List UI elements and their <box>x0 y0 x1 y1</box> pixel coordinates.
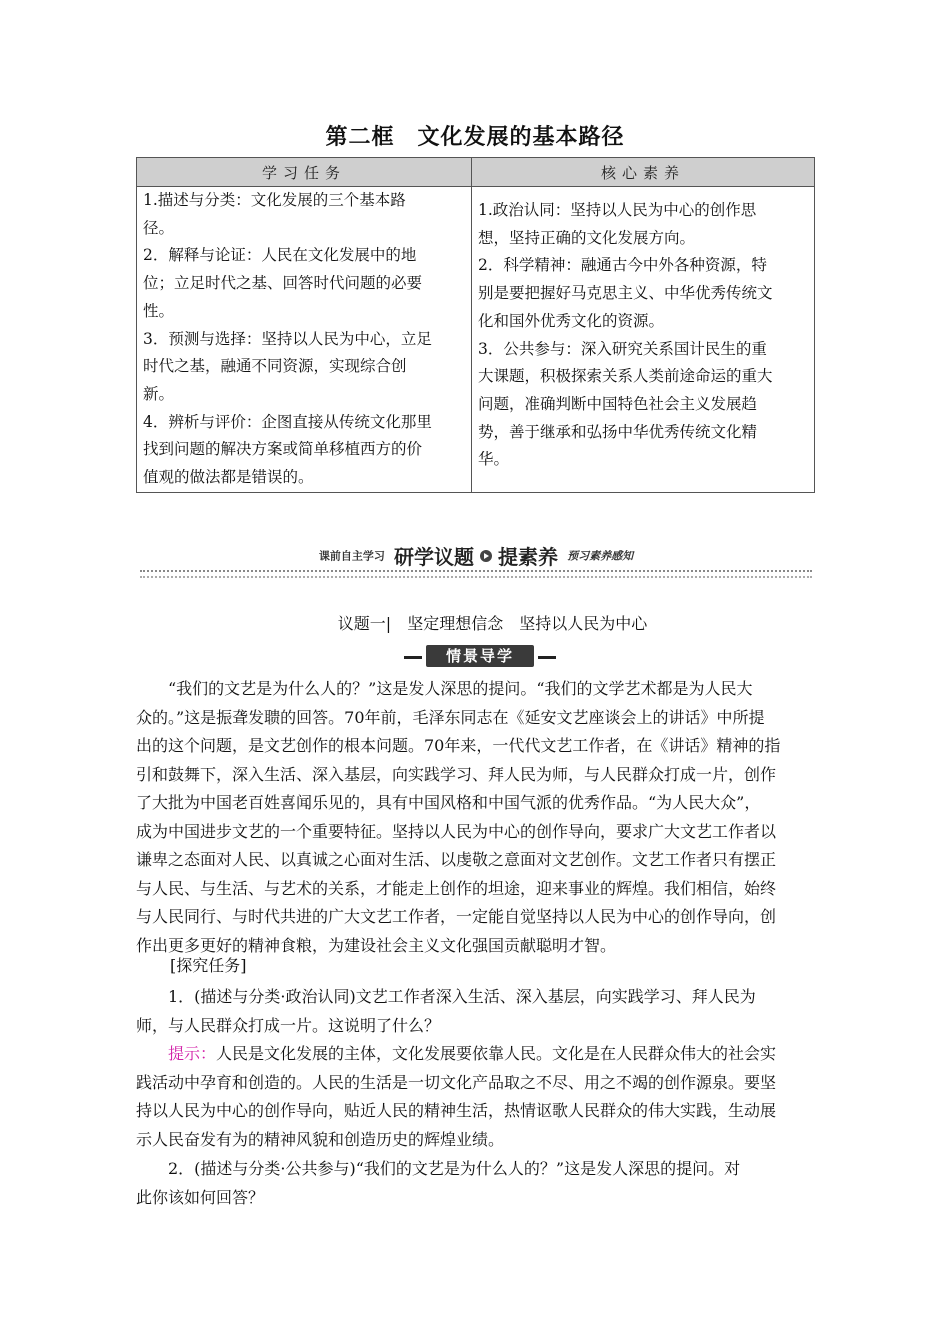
table-line: 2．科学精神：融通古今中外各种资源，特 <box>478 256 767 275</box>
table-line: 时代之基，融通不同资源，实现综合创 <box>143 357 407 376</box>
table-line: 值观的做法都是错误的。 <box>143 468 314 487</box>
learning-tasks-cell <box>137 187 472 493</box>
paragraph-line: 与人民、与生活、与艺术的关系，才能走上创作的坦途，迎来事业的辉煌。我们相信，始终 <box>136 878 777 898</box>
hint-line: 持以人民为中心的创作导向，贴近人民的精神生活，热情讴歌人民群众的伟大实践，生动展 <box>136 1101 777 1120</box>
table-line: 问题，准确判断中国特色社会主义发展趋 <box>478 394 758 413</box>
tasks-label: [探究任务] <box>170 956 247 975</box>
table-line: 3．预测与选择：坚持以人民为中心，立足 <box>143 329 432 348</box>
hint-line: 示人民奋发有为的精神风貌和创造历史的辉煌业绩。 <box>136 1129 505 1149</box>
table-line: 位；立足时代之基、回答时代问题的必要 <box>143 274 423 293</box>
paragraph-line: 谦卑之态面对人民、以真诚之心面对生活、以虔敬之意面对文艺创作。文艺工作者只有摆正 <box>136 850 777 869</box>
page-title: 第二框 文化发展的基本路径 <box>325 125 625 150</box>
table-line: 别是要把握好马克思主义、中华优秀传统文 <box>478 284 773 303</box>
paragraph-line: 出的这个问题，是文艺创作的根本问题。70年来，一代代文艺工作者，在《讲话》精神的指 <box>136 736 781 755</box>
hint-line: 人民是文化发展的主体，文化发展要依靠人民。文化是在人民群众伟大的社会实 <box>216 1044 777 1063</box>
section-banner <box>140 541 812 577</box>
question-1 <box>136 983 816 1040</box>
hint-line: 践活动中孕育和创造的。人民的生活是一切文化产品取之不尽、用之不竭的创作源泉。要坚 <box>136 1072 777 1092</box>
table-line: 新。 <box>143 384 175 403</box>
question-line: 2．(描述与分类·公共参与)“我们的文艺是为什么人的？”这是发人深思的提问。对 <box>168 1159 741 1178</box>
tag-bar-right <box>538 656 556 659</box>
table-line: 径。 <box>143 218 175 237</box>
banner-left-label: 课前自主学习 <box>318 549 385 563</box>
paragraph-line: 成为中国进步文艺的一个重要特征。坚持以人民为中心的创作导向，要求广大文艺工作者以 <box>136 821 777 841</box>
table-line: 3．公共参与：深入研究关系国计民生的重 <box>478 339 767 358</box>
banner-right-label: 预习素养感知 <box>567 549 634 563</box>
table-line: 2．解释与论证：人民在文化发展中的地 <box>143 246 417 265</box>
table-line: 势，善于继承和弘扬中华优秀传统文化精 <box>478 422 758 441</box>
table-line: 化和国外优秀文化的资源。 <box>478 311 665 330</box>
section-tag <box>404 645 556 669</box>
arrow-right-icon <box>480 550 492 562</box>
paragraph-line: 与人民同行、与时代共进的广大文艺工作者，一定能自觉坚持以人民为中心的创作导向，创 <box>136 907 777 926</box>
table-row <box>137 187 815 493</box>
hint-block <box>136 1040 816 1154</box>
paragraph-line: “我们的文艺是为什么人的？”这是发人深思的提问。“我们的文学艺术都是为人民大 <box>168 679 753 698</box>
table-line: 1.政治认同：坚持以人民为中心的创作思 <box>478 201 757 219</box>
paragraph-line: 众的。”这是振聋发聩的回答。70年前，毛泽东同志在《延安文艺座谈会上的讲话》中所提 <box>136 707 765 727</box>
header-core-literacy: 核心素养 <box>472 158 815 187</box>
table-line: 想，坚持正确的文化发展方向。 <box>478 228 696 247</box>
hint-label: 提示： <box>168 1044 217 1063</box>
paragraph-line: 作出更多更好的精神食粮，为建设社会主义文化强国贡献聪明才智。 <box>136 935 617 955</box>
question-line: 师，与人民群众打成一片。这说明了什么？ <box>136 1015 441 1035</box>
dotted-divider <box>140 570 812 578</box>
banner-title-left: 研学议题 <box>394 545 474 569</box>
table-line: 4．辨析与评价：企图直接从传统文化那里 <box>143 412 432 431</box>
table-line: 大课题，积极探索关系人类前途命运的重大 <box>478 367 773 386</box>
scenario-paragraph <box>136 675 816 960</box>
table-line: 1.描述与分类：文化发展的三个基本路 <box>143 191 406 209</box>
question-2 <box>136 1155 816 1212</box>
objectives-table <box>136 157 815 493</box>
table-header-row <box>137 158 815 187</box>
section-tag-label: 情景导学 <box>426 645 534 667</box>
table-line: 找到问题的解决方案或简单移植西方的价 <box>143 440 423 459</box>
tag-bar-left <box>404 656 422 659</box>
question-line: 1．(描述与分类·政治认同)文艺工作者深入生活、深入基层，向实践学习、拜人民为 <box>168 987 756 1006</box>
table-line: 华。 <box>478 450 510 469</box>
question-line: 此你该如何回答？ <box>136 1187 265 1207</box>
core-literacy-cell <box>472 187 815 493</box>
topic-heading: 议题一| 坚定理想信念 坚持以人民为中心 <box>337 614 648 633</box>
banner-title-right: 提素养 <box>498 545 558 569</box>
paragraph-line: 引和鼓舞下，深入生活、深入基层，向实践学习、拜人民为师，与人民群众打成一片，创作 <box>136 764 777 784</box>
header-learning-tasks: 学习任务 <box>137 158 472 187</box>
paragraph-line: 了大批为中国老百姓喜闻乐见的，具有中国风格和中国气派的优秀作品。“为人民大众”， <box>136 793 761 812</box>
table-line: 性。 <box>143 301 175 320</box>
